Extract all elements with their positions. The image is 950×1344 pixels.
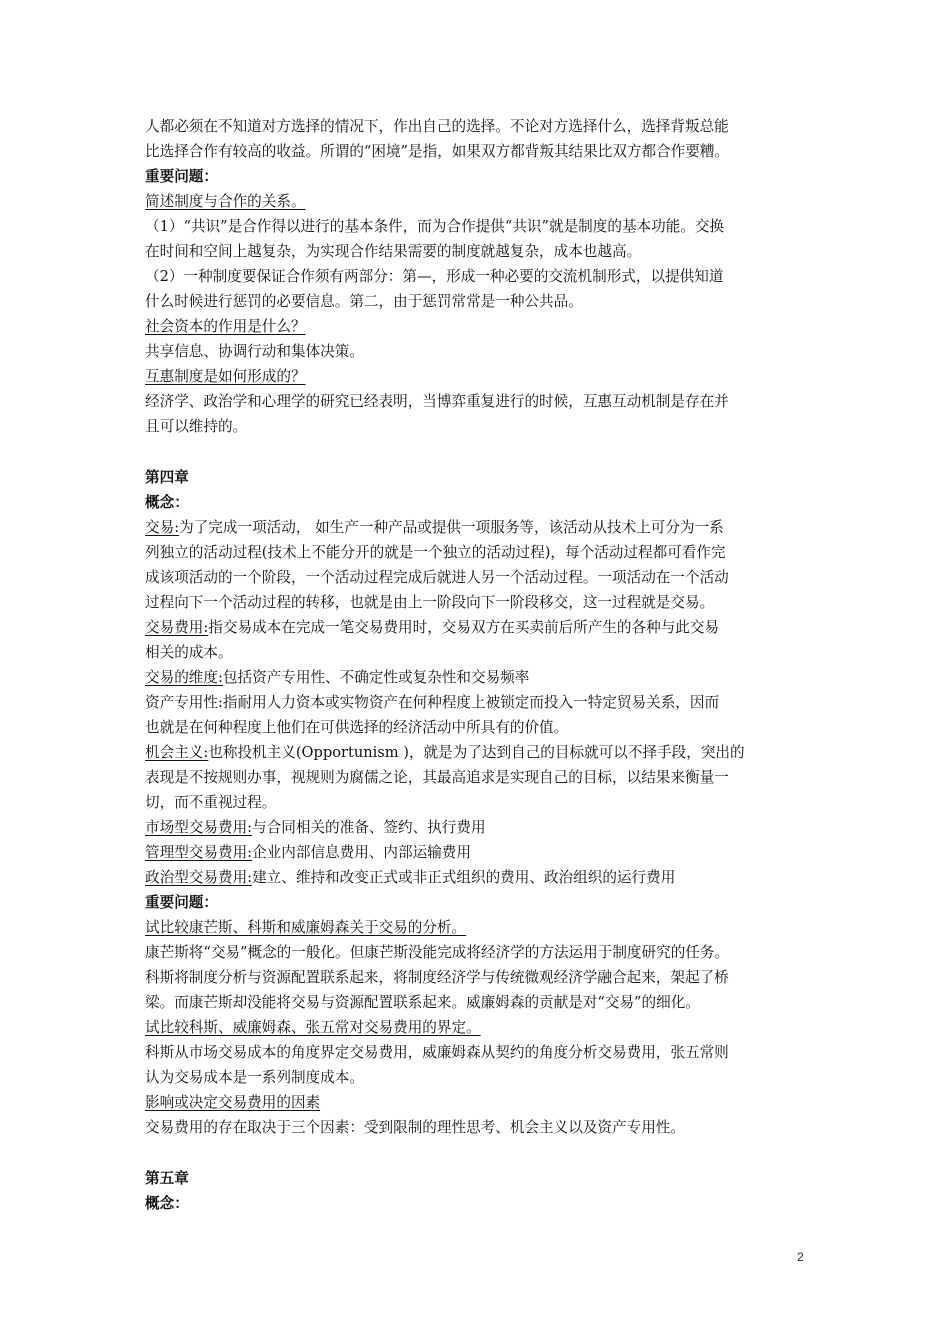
term-label: 市场型交易费用: — [145, 819, 253, 836]
paragraph-line: 相关的成本。 — [145, 644, 233, 661]
paragraph-line: 列独立的活动过程(技术上不能分开的就是一个独立的活动过程)，每个活动过程都可看作完 — [145, 544, 726, 561]
paragraph-line: 梁。而康芒斯却没能将交易与资源配置联系起来。威廉姆森的贡献是对“交易”的细化。 — [145, 994, 700, 1011]
term-definition: 也称投机主义(Opportunism )，就是为了达到自己的目标就可以不择手段，突出的 — [208, 744, 745, 761]
question-line — [145, 915, 815, 940]
section-heading: 概念： — [145, 1195, 189, 1212]
paragraph-line: 什么时候进行惩罚的必要信息。第二，由于惩罚常常是一种公共品。 — [145, 293, 583, 310]
question-title: 简述制度与合作的关系。 — [145, 193, 306, 210]
question-title: 试比较科斯、威廉姆森、张五常对交易费用的界定。 — [145, 1019, 481, 1036]
page-number: 2 — [797, 1250, 804, 1264]
paragraph-line: 资产专用性:指耐用人力资本或实物资产在何种程度上被锁定而投入一特定贸易关系，因而 — [145, 694, 720, 711]
term-label: 机会主义: — [145, 744, 209, 761]
question-title: 影响或决定交易费用的因素 — [145, 1094, 321, 1111]
section-heading: 第五章 — [145, 1170, 189, 1187]
section-gap — [145, 1140, 815, 1166]
paragraph-line: 在时间和空间上越复杂，为实现合作结果需要的制度就越复杂，成本也越高。 — [145, 243, 642, 260]
definition-line — [145, 865, 815, 890]
paragraph-line: 表现是不按规则办事，视规则为腐儒之论，其最高追求是实现自己的目标，以结果来衡量一 — [145, 769, 729, 786]
document-body — [145, 114, 815, 1216]
term-label: 政治型交易费用: — [145, 869, 253, 886]
paragraph-line: 切，而不重视过程。 — [145, 794, 277, 811]
paragraph-line: 成该项活动的一个阶段，一个活动过程完成后就进人另一个活动过程。一项活动在一个活动 — [145, 569, 729, 586]
section-heading: 重要问题： — [145, 168, 218, 185]
question-line — [145, 314, 815, 339]
definition-line — [145, 665, 815, 690]
section-gap — [145, 439, 815, 465]
paragraph-line: 科斯将制度分析与资源配置联系起来，将制度经济学与传统微观经济学融合起来，架起了桥 — [145, 969, 729, 986]
term-definition: 包括资产专用性、不确定性或复杂性和交易频率 — [222, 669, 530, 686]
definition-line — [145, 615, 815, 640]
term-label: 交易的维度: — [145, 669, 223, 686]
question-line — [145, 1090, 815, 1115]
section-heading: 重要问题： — [145, 894, 218, 911]
section-heading: 概念： — [145, 494, 189, 511]
definition-line — [145, 815, 815, 840]
question-title: 试比较康芒斯、科斯和威廉姆森关于交易的分析。 — [145, 919, 467, 936]
question-line — [145, 1015, 815, 1040]
term-label: 管理型交易费用: — [145, 844, 253, 861]
definition-line — [145, 840, 815, 865]
term-definition: 为了完成一项活动， 如生产一种产品或提供一项服务等，该活动从技术上可分为一系 — [179, 519, 724, 536]
term-label: 交易: — [145, 519, 180, 536]
question-line — [145, 189, 815, 214]
question-line — [145, 364, 815, 389]
paragraph-line: 科斯从市场交易成本的角度界定交易费用，威廉姆森从契约的角度分析交易费用，张五常则 — [145, 1044, 729, 1061]
paragraph-line: 交易费用的存在取决于三个因素：受到限制的理性思考、机会主义以及资产专用性。 — [145, 1119, 685, 1136]
question-title: 社会资本的作用是什么？ — [145, 318, 306, 335]
paragraph-line: 人都必须在不知道对方选择的情况下，作出自己的选择。不论对方选择什么，选择背叛总能 — [145, 118, 729, 135]
paragraph-line: 经济学、政治学和心理学的研究已经表明，当博弈重复进行的时候，互惠互动机制是存在并 — [145, 393, 729, 410]
term-definition: 建立、维持和改变正式或非正式组织的费用、政治组织的运行费用 — [252, 869, 676, 886]
term-definition: 与合同相关的准备、签约、执行费用 — [252, 819, 486, 836]
term-label: 交易费用: — [145, 619, 209, 636]
paragraph-line: 认为交易成本是一系列制度成本。 — [145, 1069, 364, 1086]
paragraph-line: 且可以维持的。 — [145, 418, 248, 435]
term-definition: 指交易成本在完成一笔交易费用时，交易双方在买卖前后所产生的各种与此交易 — [208, 619, 720, 636]
paragraph-line: 康芒斯将“交易”概念的一般化。但康芒斯没能完成将经济学的方法运用于制度研究的任务。 — [145, 944, 730, 961]
paragraph-line: 也就是在何种程度上他们在可供选择的经济活动中所具有的价值。 — [145, 719, 569, 736]
question-title: 互惠制度是如何形成的？ — [145, 368, 306, 385]
paragraph-line: （2）一种制度要保证合作须有两部分：第—，形成一种必要的交流机制形式，以提供知道 — [145, 268, 724, 285]
paragraph-line: （1）“共识”是合作得以进行的基本条件，而为合作提供“共识”就是制度的基本功能。交换 — [145, 218, 725, 235]
term-definition: 企业内部信息费用、内部运输费用 — [252, 844, 471, 861]
definition-line — [145, 515, 815, 540]
paragraph-line: 比选择合作有较高的收益。所谓的“困境”是指，如果双方都背叛其结果比双方都合作要糟。 — [145, 143, 730, 160]
paragraph-line: 过程向下一个活动过程的转移，也就是由上一阶段向下一阶段移交，这一过程就是交易。 — [145, 594, 715, 611]
section-heading: 第四章 — [145, 469, 189, 486]
definition-line — [145, 740, 815, 765]
paragraph-line: 共享信息、协调行动和集体决策。 — [145, 343, 364, 360]
